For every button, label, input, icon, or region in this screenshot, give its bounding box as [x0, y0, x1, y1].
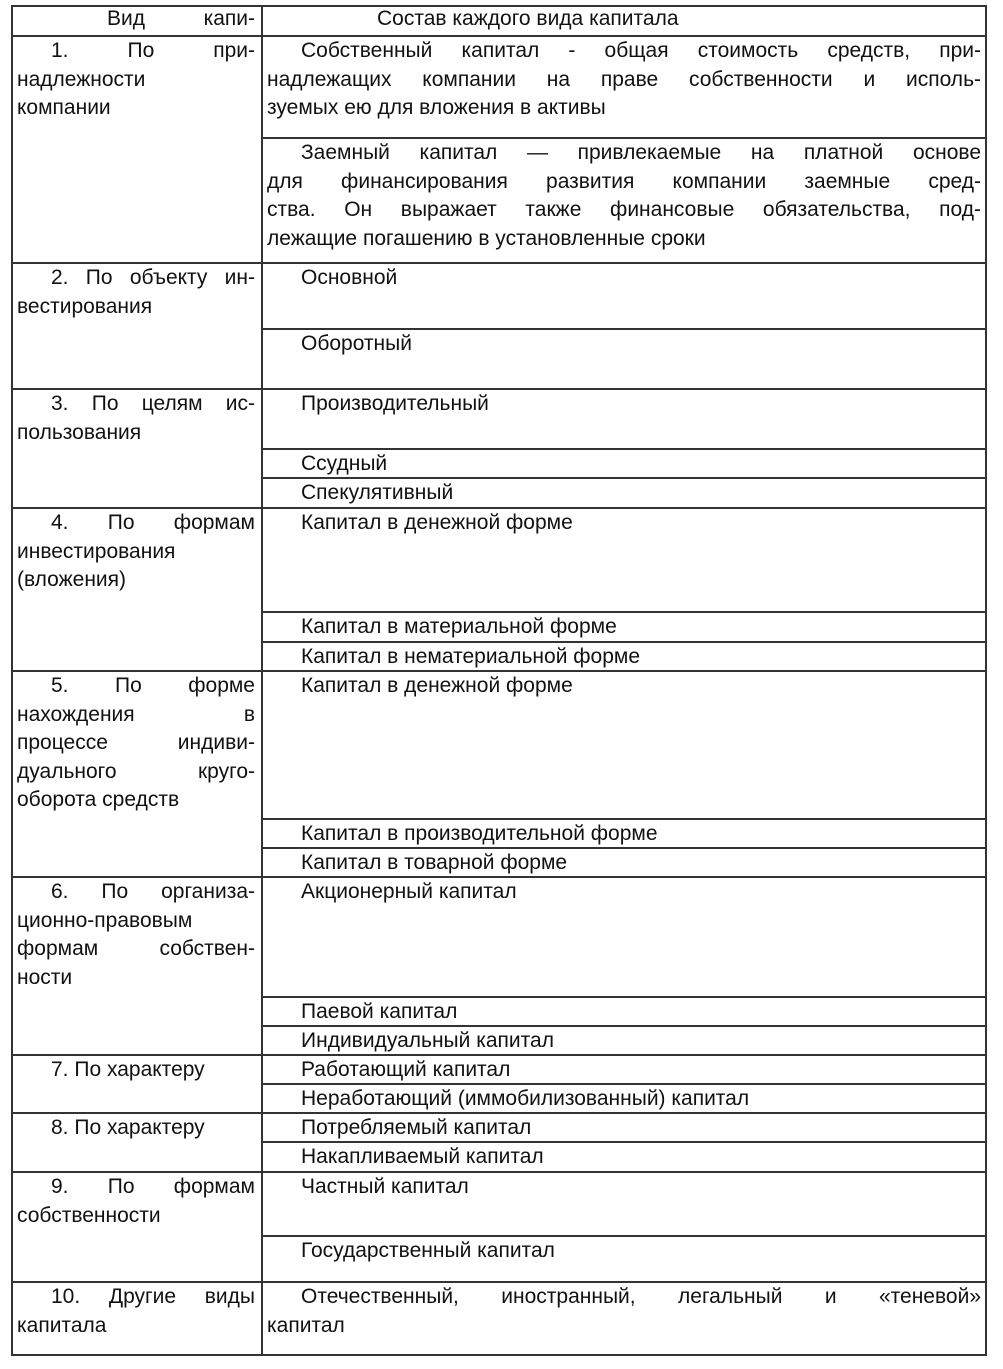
text-line: Частный капитал [301, 1175, 469, 1198]
composition-item [261, 1143, 987, 1173]
header-kind-label: Вид капи- [107, 7, 255, 30]
composition-item [261, 264, 987, 330]
text-line: лежащие погашению в установленные сроки [267, 226, 706, 250]
text-line: ности [17, 965, 73, 989]
text-line: Акционерный капитал [301, 880, 517, 903]
category-cell [11, 37, 261, 264]
text-line: капитала [17, 1313, 107, 1337]
text-line: Неработающий (иммобилизованный) капитал [301, 1087, 750, 1110]
category-cell [11, 1173, 261, 1283]
composition-item [261, 1237, 987, 1283]
text-line: Потребляемый капитал [301, 1116, 532, 1139]
category-cell [11, 1114, 261, 1173]
text-line: Производительный [301, 392, 489, 415]
text-line: 6. По организа- [51, 880, 255, 903]
text-line: оборота средств [17, 788, 180, 812]
composition-item [261, 998, 987, 1027]
category-cell [11, 878, 261, 1056]
text-line: Основной [301, 266, 398, 289]
category-cell [11, 390, 261, 509]
composition-item [261, 479, 987, 509]
header-col-kind [11, 5, 261, 35]
text-line: 2. По объекту ин- [51, 266, 255, 289]
composition-item [261, 330, 987, 390]
text-line: Собственный капитал - общая стоимость средств, при- [301, 39, 981, 62]
text-line: Капитал в денежной форме [301, 674, 573, 697]
text-line: 1. По при- [51, 39, 255, 62]
text-line: собственности [17, 1203, 161, 1227]
text-line: 9. По формам [51, 1175, 255, 1198]
composition-item [261, 509, 987, 613]
composition-item [261, 1283, 987, 1356]
category-cell [11, 1056, 261, 1114]
text-line: компании [17, 96, 111, 120]
header-col-composition [261, 5, 987, 35]
composition-item [261, 849, 987, 878]
text-line: Спекулятивный [301, 481, 454, 504]
text-line: Работающий капитал [301, 1058, 511, 1081]
category-cell [11, 1283, 261, 1356]
header-composition-label: Состав каждого вида капитала [377, 7, 679, 30]
text-line: надлежащих компании на праве собственности и исполь- [267, 67, 981, 91]
text-line: 5. По форме [51, 674, 255, 697]
text-line: пользования [17, 420, 142, 444]
text-line: Ссудный [301, 452, 388, 475]
text-line: (вложения) [17, 568, 127, 592]
text-line: Отечественный, иностранный, легальный и «теневой» [301, 1285, 981, 1308]
text-line: 10. Другие виды [51, 1285, 255, 1308]
text-line: Капитал в производительной форме [301, 822, 658, 845]
text-line: Государственный капитал [301, 1239, 555, 1262]
text-line: формам собствен- [17, 937, 255, 961]
composition-item [261, 1027, 987, 1056]
text-line: Паевой капитал [301, 1000, 458, 1023]
text-line: Заемный капитал — привлекаемые на платной основе [301, 141, 981, 164]
text-line: Капитал в товарной форме [301, 851, 568, 874]
text-line: дуального круго- [17, 759, 255, 783]
composition-item [261, 450, 987, 479]
text-line: процессе индиви- [17, 731, 255, 755]
composition-item [261, 643, 987, 672]
text-line: Индивидуальный капитал [301, 1029, 554, 1052]
composition-item [261, 1085, 987, 1114]
text-line: ционно-правовым [17, 908, 193, 932]
composition-item [261, 878, 987, 998]
text-line: Оборотный [301, 332, 412, 355]
text-line: надлежности [17, 67, 146, 91]
composition-item [261, 820, 987, 849]
text-line: инвестирования [17, 539, 176, 563]
text-line: Капитал в денежной форме [301, 511, 573, 534]
category-cell [11, 264, 261, 390]
text-line: для финансирования развития компании заемные сред- [267, 169, 981, 193]
composition-item [261, 1114, 987, 1143]
text-line: 8. По характеру [51, 1116, 205, 1139]
composition-item [261, 139, 987, 264]
text-line: 3. По целям ис- [51, 392, 255, 415]
capital-types-table [11, 5, 987, 1355]
text-line: 4. По формам [51, 511, 255, 534]
composition-item [261, 390, 987, 450]
text-line: капитал [267, 1313, 345, 1337]
composition-item [261, 1173, 987, 1237]
text-line: вестирования [17, 294, 153, 318]
composition-item [261, 37, 987, 139]
composition-item [261, 1056, 987, 1085]
text-line: зуемых ею для вложения в активы [267, 96, 606, 120]
text-line: Капитал в материальной форме [301, 615, 617, 638]
composition-item [261, 672, 987, 820]
text-line: ства. Он выражает также финансовые обязательства, под- [267, 198, 981, 222]
composition-item [261, 613, 987, 643]
text-line: Капитал в нематериальной форме [301, 645, 641, 668]
category-cell [11, 509, 261, 672]
text-line: 7. По характеру [51, 1058, 205, 1081]
text-line: Накапливаемый капитал [301, 1145, 544, 1168]
text-line: нахождения в [17, 702, 255, 726]
category-cell [11, 672, 261, 878]
